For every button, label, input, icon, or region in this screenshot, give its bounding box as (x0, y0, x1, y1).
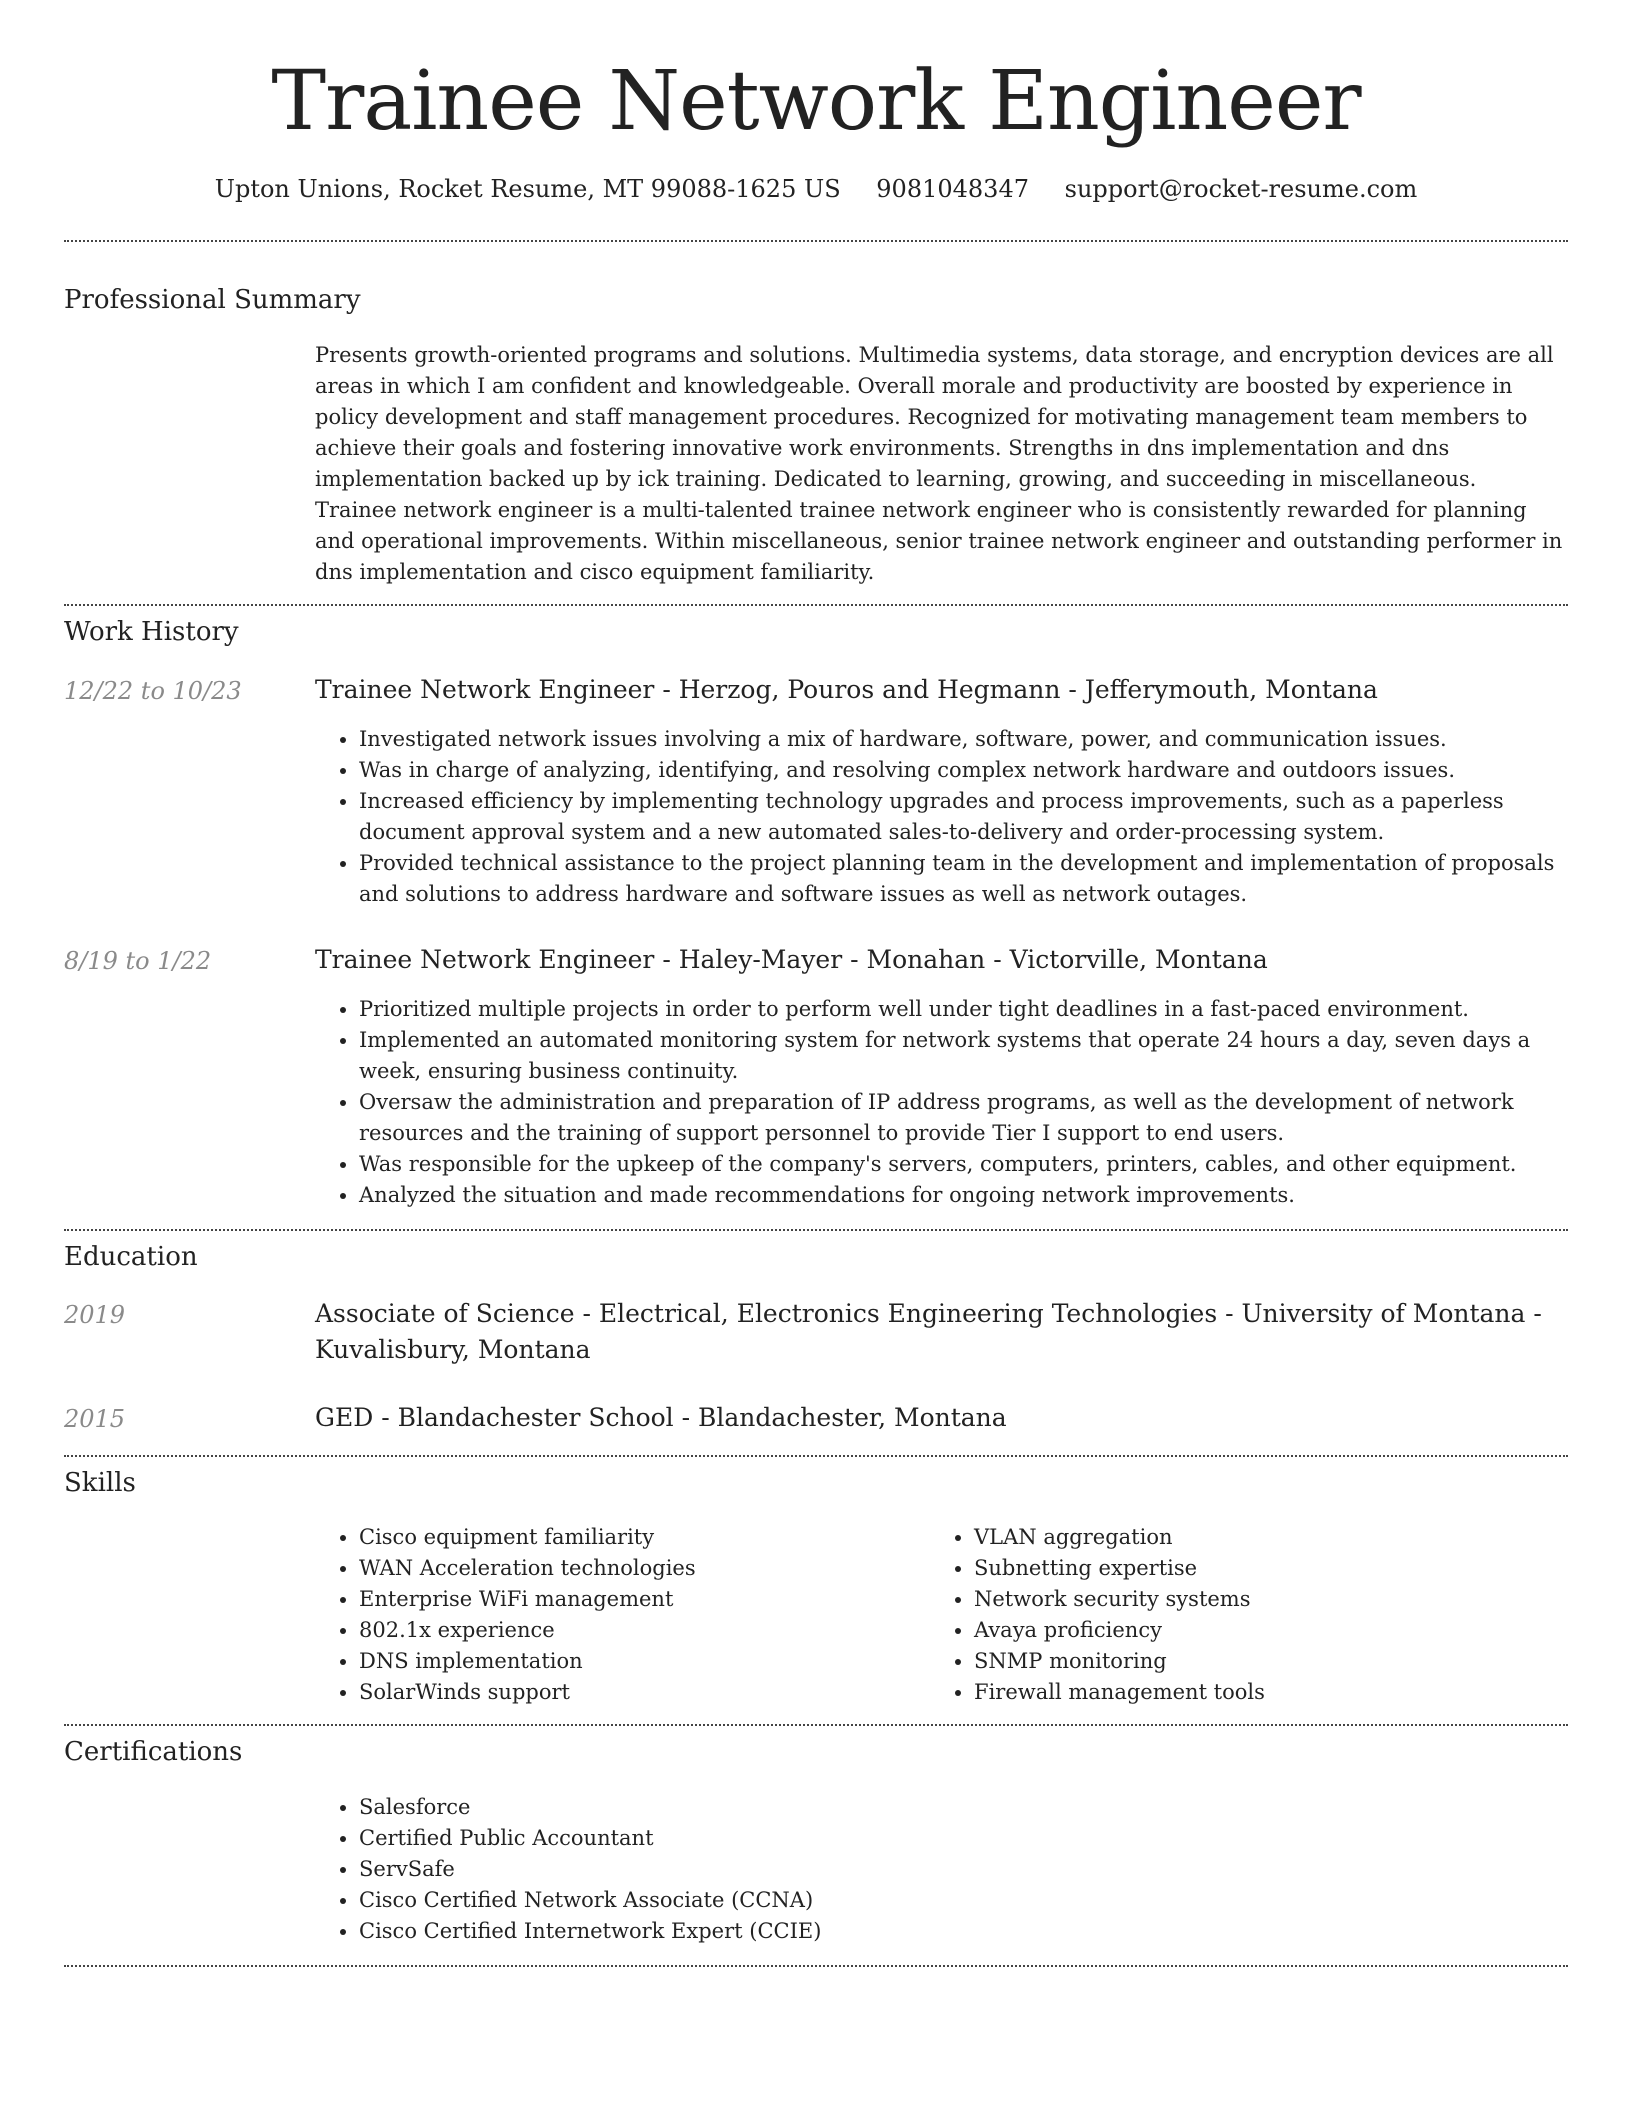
contact-address: Upton Unions, Rocket Resume, MT 99088-1625 US (214, 175, 841, 203)
section-title-summary: Professional Summary (64, 285, 361, 315)
skill-item: • SNMP monitoring (974, 1646, 1530, 1677)
certification-item: • Cisco Certified Internetwork Expert (CCIE) (359, 1916, 1115, 1947)
section-divider (64, 1229, 1568, 1231)
job-bullet: • Analyzed the situation and made recommendations for ongoing network improvements. (359, 1180, 1565, 1211)
certification-item: • Cisco Certified Network Associate (CCNA) (359, 1885, 1115, 1916)
education-heading: Associate of Science - Electrical, Electronics Engineering Technologies - University of Montana - Kuvalisbury, Montana (315, 1299, 1542, 1364)
education-year: 2015 (64, 1405, 126, 1433)
job-bullet: • Prioritized multiple projects in order to perform well under tight deadlines in a fast-paced environment. (359, 994, 1565, 1025)
certification-item: • Salesforce (359, 1792, 1115, 1823)
skill-item: • SolarWinds support (359, 1677, 915, 1708)
skill-item: • Firewall management tools (974, 1677, 1530, 1708)
job-dates: 12/22 to 10/23 (64, 677, 242, 705)
education-heading: GED - Blandachester School - Blandachester, Montana (315, 1403, 1007, 1432)
job-bullet: • Increased efficiency by implementing technology upgrades and process improvements, such as a paperless document approval system and a new automated sales-to-delivery and order-processing system. (359, 786, 1565, 848)
section-title-work-history: Work History (64, 617, 239, 647)
job-bullet: • Oversaw the administration and preparation of IP address programs, as well as the development of network resources and the training of support personnel to provide Tier I support to end users. (359, 1087, 1565, 1149)
job-dates: 8/19 to 1/22 (64, 947, 212, 975)
job-bullet: • Investigated network issues involving a mix of hardware, software, power, and communication issues. (359, 724, 1565, 755)
education-year: 2019 (64, 1301, 126, 1329)
skill-item: • WAN Acceleration technologies (359, 1553, 915, 1584)
skills-list-left (315, 1522, 915, 1708)
skill-item: • 802.1x experience (359, 1615, 915, 1646)
resume-header (0, 52, 1632, 204)
skill-item: • DNS implementation (359, 1646, 915, 1677)
certifications-list (315, 1792, 1115, 1947)
section-divider (64, 240, 1568, 242)
job-heading: Trainee Network Engineer - Haley-Mayer - Monahan - Victorville, Montana (315, 945, 1268, 974)
contact-line (0, 174, 1632, 204)
job-bullets (315, 994, 1565, 1211)
candidate-name: Trainee Network Engineer (271, 54, 1361, 149)
contact-phone: 9081048347 (876, 175, 1029, 203)
certification-item: • Certified Public Accountant (359, 1823, 1115, 1854)
section-title-education: Education (64, 1242, 198, 1272)
section-divider (64, 604, 1568, 606)
job-bullet: • Provided technical assistance to the project planning team in the development and implementation of proposals and solutions to address hardware and software issues as well as network outages. (359, 848, 1565, 910)
job-bullet: • Implemented an automated monitoring system for network systems that operate 24 hours a day, seven days a week, ensuring business continuity. (359, 1025, 1565, 1087)
certification-item: • ServSafe (359, 1854, 1115, 1885)
section-title-skills: Skills (64, 1468, 136, 1498)
contact-email: support@rocket-resume.com (1064, 175, 1418, 203)
skill-item: • Subnetting expertise (974, 1553, 1530, 1584)
skill-item: • Cisco equipment familiarity (359, 1522, 915, 1553)
section-title-certifications: Certifications (64, 1737, 243, 1767)
skill-item: • Network security systems (974, 1584, 1530, 1615)
skill-item: • Avaya proficiency (974, 1615, 1530, 1646)
job-bullet: • Was responsible for the upkeep of the company's servers, computers, printers, cables, and other equipment. (359, 1149, 1565, 1180)
section-divider (64, 1455, 1568, 1457)
job-bullet: • Was in charge of analyzing, identifying, and resolving complex network hardware and outdoors issues. (359, 755, 1565, 786)
skill-item: • VLAN aggregation (974, 1522, 1530, 1553)
section-divider (64, 1965, 1568, 1967)
skills-list-right (930, 1522, 1530, 1708)
summary-text: Presents growth-oriented programs and solutions. Multimedia systems, data storage, and encryption devices are all areas in which I am confident and knowledgeable. Overall morale and productivity are boosted by experience in policy development and staff management procedures. Recognized for motivating management team members to achieve their goals and fostering innovative work environments. Strengths in dns implementation and dns implementation backed up by ick training. Dedicated to learning, growing, and succeeding in miscellaneous. Trainee network engineer is a multi-talented trainee network engineer who is consistently rewarded for planning and operational improvements. Within miscellaneous, senior trainee network engineer and outstanding performer in dns implementation and cisco equipment familiarity. (315, 343, 1563, 584)
skill-item: • Enterprise WiFi management (359, 1584, 915, 1615)
job-bullets (315, 724, 1565, 910)
section-divider (64, 1724, 1568, 1726)
job-heading: Trainee Network Engineer - Herzog, Pouros and Hegmann - Jefferymouth, Montana (315, 675, 1378, 704)
